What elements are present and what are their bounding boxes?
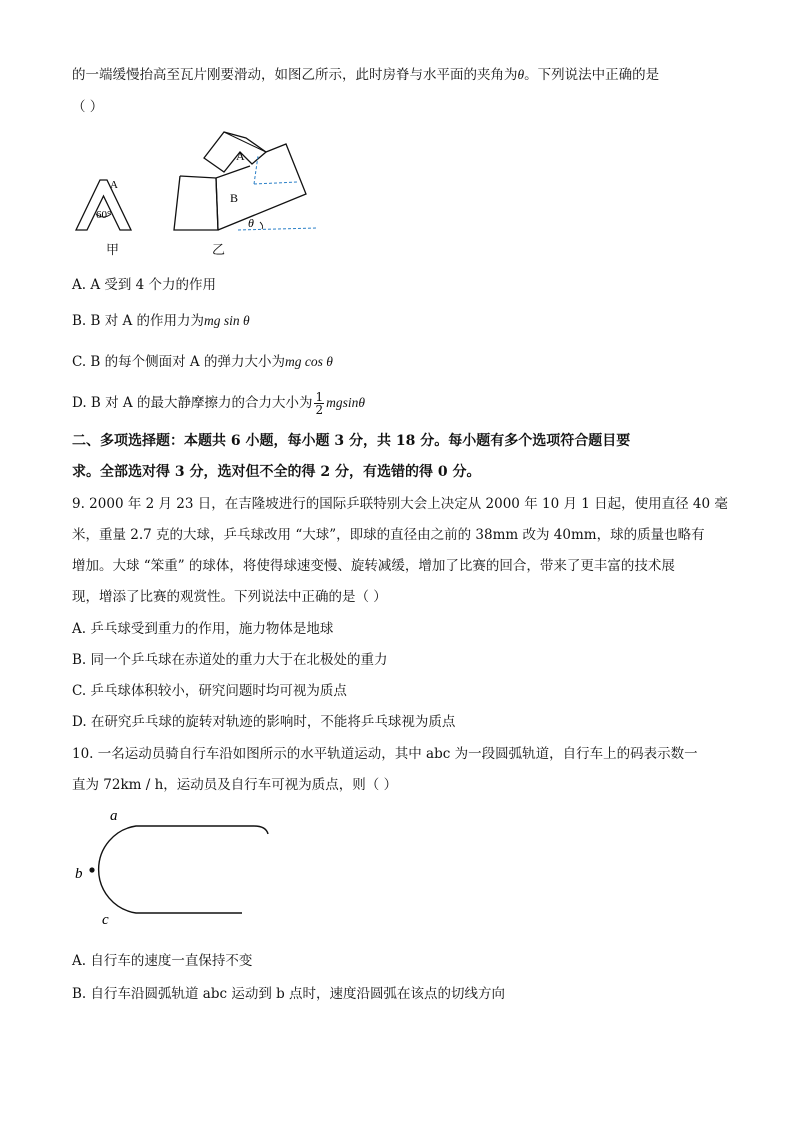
point-b bbox=[89, 867, 94, 872]
figure-yi-theta-label: θ bbox=[248, 216, 254, 230]
q9-stem-line1: 9. 2000 年 2 月 23 日，在吉隆坡进行的国际乒联特别大会上决定从 2000 年 10 月 1 日起，使用直径 40 毫 bbox=[72, 496, 728, 512]
figure-jia-caption: 甲 bbox=[106, 243, 120, 258]
label-c: c bbox=[102, 912, 109, 928]
q9-option-c: C. 乒乓球体积较小，研究问题时均可视为质点 bbox=[72, 683, 347, 699]
q8-option-d: D. B 对 A 的最大静摩擦力的合力大小为 $\frac{1}{2}$ mgsinθ bbox=[72, 390, 365, 417]
figure-yi-a-label: A bbox=[236, 149, 245, 163]
q8-option-a: A. A 受到 4 个力的作用 bbox=[72, 277, 217, 293]
section2-heading-line1: 二、多项选择题：本题共 6 小题，每小题 3 分，共 18 分。每小题有多个选项符合题目要 bbox=[72, 433, 631, 449]
q8-stem-line1: 的一端缓慢抬高至瓦片刚要滑动，如图乙所示，此时房脊与水平面的夹角为θ。下列说法中正确的是 bbox=[72, 67, 660, 83]
q8-option-c-formula: mg cos θ bbox=[284, 354, 333, 369]
q8-option-d-formula: mgsinθ bbox=[326, 395, 365, 410]
section2-heading-line2: 求。全部选对得 3 分，选对但不全的得 2 分，有选错的得 0 分。 bbox=[72, 464, 481, 480]
q9-option-a: A. 乒乓球受到重力的作用，施力物体是地球 bbox=[72, 621, 334, 637]
theta-symbol: θ bbox=[517, 67, 525, 82]
q9-stem-line3: 增加。大球 “笨重” 的球体，将使得球速变慢、旋转减缓，增加了比赛的回合，带来了更丰富的技术展 bbox=[72, 558, 675, 574]
label-b: b bbox=[75, 866, 83, 882]
q9-stem-line4: 现，增添了比赛的观赏性。下列说法中正确的是（ ） bbox=[72, 589, 387, 605]
figure-jia-a-label: A bbox=[110, 179, 118, 191]
figure-track bbox=[70, 806, 280, 930]
q8-option-b: B. B 对 A 的作用力为mg sin θ bbox=[72, 313, 250, 329]
q9-stem-line2: 米，重量 2.7 克的大球，乒乓球改用 “大球”，即球的直径由之前的 38mm 改为 40mm，球的质量也略有 bbox=[72, 527, 705, 543]
figure-jia-angle-label: 60° bbox=[96, 209, 112, 221]
q9-option-d: D. 在研究乒乓球的旋转对轨迹的影响时，不能将乒乓球视为质点 bbox=[72, 714, 456, 730]
figure-yi bbox=[166, 126, 326, 236]
q10-stem-line1: 10. 一名运动员骑自行车沿如图所示的水平轨道运动，其中 abc 为一段圆弧轨道，自行车上的码表示数一 bbox=[72, 746, 698, 762]
label-a: a bbox=[110, 808, 118, 824]
q9-option-b: B. 同一个乒乓球在赤道处的重力大于在北极处的重力 bbox=[72, 652, 388, 668]
q10-option-a: A. 自行车的速度一直保持不变 bbox=[72, 953, 253, 969]
q8-option-c: C. B 的每个侧面对 A 的弹力大小为mg cos θ bbox=[72, 354, 333, 370]
figure-yi-caption: 乙 bbox=[212, 243, 226, 258]
q10-option-b: B. 自行车沿圆弧轨道 abc 运动到 b 点时，速度沿圆弧在该点的切线方向 bbox=[72, 986, 506, 1002]
figure-yi-b-label: B bbox=[230, 191, 239, 205]
q8-option-b-formula: mg sin θ bbox=[204, 313, 250, 328]
q10-stem-line2: 直为 72km / h，运动员及自行车可视为质点，则（ ） bbox=[72, 777, 398, 793]
q8-option-d-fraction: $\frac{1}{2}$ bbox=[315, 390, 324, 417]
q8-answer-paren: （ ） bbox=[72, 99, 104, 115]
